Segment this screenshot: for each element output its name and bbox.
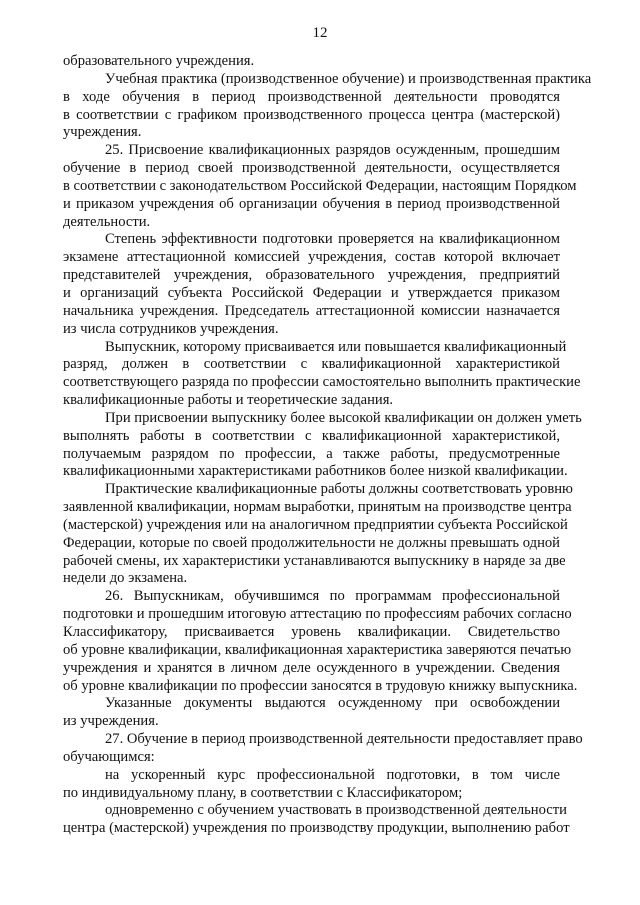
text-line: недели до экзамена. [63, 570, 188, 587]
text-line: в соответствии с графиком производственного процесса центра (мастерской) [63, 106, 560, 123]
text-line: и приказом учреждения об организации обучения в период производственной [63, 195, 560, 212]
text-line: Указанные документы выдаются осужденному при освобождении [105, 695, 560, 712]
text-line: из числа сотрудников учреждения. [63, 320, 279, 337]
document-body [63, 53, 592, 838]
text-line: учреждения. [63, 124, 142, 141]
paragraph [63, 481, 573, 588]
paragraph [63, 767, 560, 803]
paragraph [63, 802, 570, 838]
paragraph [63, 731, 583, 767]
text-line: в ходе обучения в период производственной деятельности проводятся [63, 88, 560, 105]
text-line: рабочей смены, их характеристики устанавливаются выпускнику в наряде за две [63, 552, 566, 569]
paragraph [63, 70, 592, 142]
text-line: 27. Обучение в период производственной деятельности предоставляет право [105, 731, 583, 748]
text-line: из учреждения. [63, 713, 159, 730]
text-line: центра (мастерской) учреждения по производству продукции, выполнению работ [63, 820, 570, 837]
paragraph [63, 409, 582, 481]
text-line: разряд, должен в соответствии с квалификационной характеристикой [63, 356, 560, 373]
page-number: 12 [312, 25, 328, 41]
text-line: 25. Присвоение квалификационных разрядов осужденным, прошедшим [105, 142, 560, 159]
paragraph [63, 53, 560, 71]
text-line: При присвоении выпускнику более высокой квалификации он должен уметь [105, 409, 582, 426]
text-line: учреждения и хранятся в личном деле осужденного в учреждении. Сведения [63, 659, 560, 676]
text-line: одновременно с обучением участвовать в производственной деятельности [105, 802, 567, 819]
text-line: квалификационные работы и теоретические задания. [63, 392, 394, 409]
paragraph [63, 338, 581, 410]
text-line: Практические квалификационные работы должны соответствовать уровню [105, 481, 573, 498]
text-line: Выпускник, которому присваивается или повышается квалификационный [105, 338, 567, 355]
text-line: на ускоренный курс профессиональной подготовки, в том числе [105, 766, 560, 783]
text-line: в соответствии с законодательством Российской Федерации, настоящим Порядком [63, 177, 577, 194]
text-line: Федерации, которые по своей продолжительности не должны превышать одной [63, 534, 560, 551]
text-line: обучающимся: [63, 748, 155, 765]
text-line: получаемым разрядом по профессии, а также работы, предусмотренные [63, 445, 560, 462]
paragraph [63, 231, 560, 338]
text-line: по индивидуальному плану, в соответствии с Классификатором; [63, 784, 463, 801]
text-line: (мастерской) учреждения или на аналогичном предприятии субъекта Российской [63, 516, 568, 533]
text-line: выполнять работы в соответствии с квалификационной характеристикой, [63, 427, 560, 444]
text-line: начальника учреждения. Председатель аттестационной комиссии назначается [63, 302, 560, 319]
text-line: квалификационными характеристиками работников более низкой квалификации. [63, 463, 568, 480]
text-line: об уровне квалификации, квалификационная характеристика заверяются печатью [63, 641, 572, 658]
text-line: экзамене аттестационной комиссией учреждения, состав которой включает [63, 249, 560, 266]
paragraph [63, 142, 577, 231]
text-line: и организаций субъекта Российской Федерации и утверждается приказом [63, 284, 560, 301]
text-line: Классификатору, присваивается уровень квалификации. Свидетельство [63, 624, 560, 640]
text-line: заявленной квалификации, нормам выработки, принятым на производстве центра [63, 499, 572, 516]
text-line: Учебная практика (производственное обучение) и производственная практика [105, 70, 592, 87]
text-line: соответствующего разряда по профессии самостоятельно выполнить практические [63, 374, 581, 391]
text-line: обучение в период своей производственной деятельности, осуществляется [63, 160, 560, 177]
text-line: образовательного учреждения. [63, 53, 255, 69]
text-line: подготовки и прошедшим итоговую аттестацию по профессиям рабочих согласно [63, 606, 572, 623]
paragraph [63, 695, 560, 731]
paragraph [63, 588, 578, 695]
text-line: об уровне квалификации по профессии заносятся в трудовую книжку выпускника. [63, 677, 578, 694]
text-line: Степень эффективности подготовки проверяется на квалификационном [105, 231, 560, 248]
text-line: представителей учреждения, образовательного учреждения, предприятий [63, 267, 560, 284]
text-line: 26. Выпускникам, обучившимся по программам профессиональной [105, 588, 560, 605]
text-line: деятельности. [63, 213, 151, 230]
